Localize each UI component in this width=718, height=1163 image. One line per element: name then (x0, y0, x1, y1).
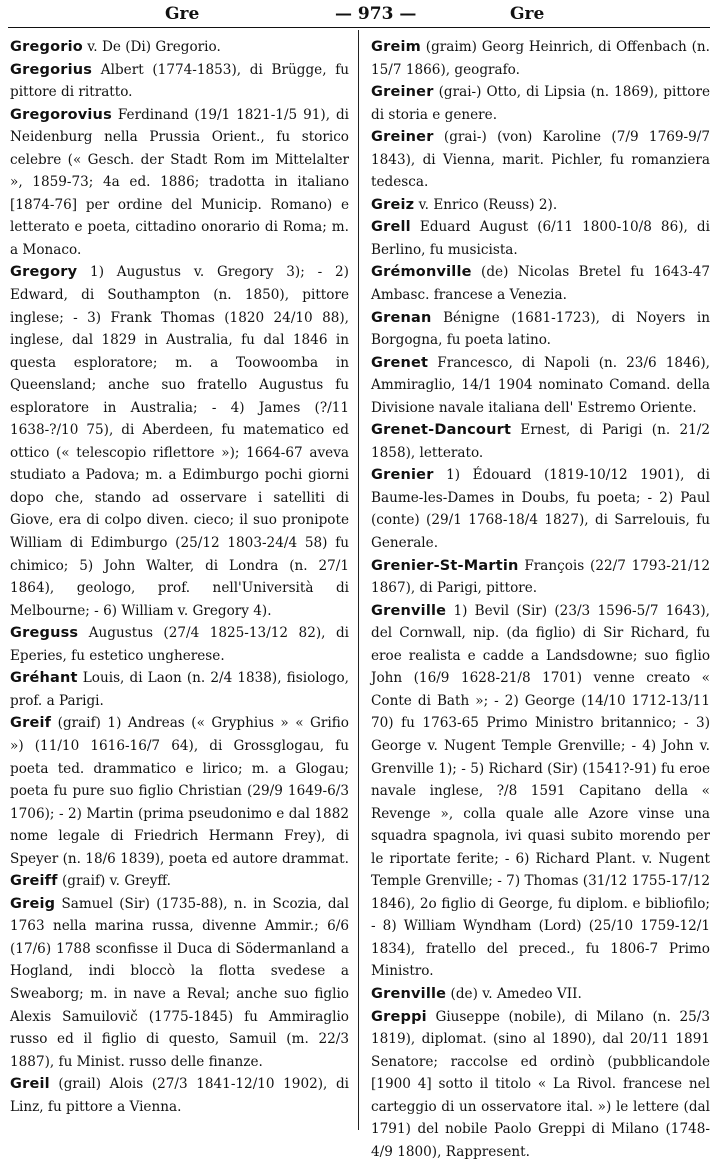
entry-text: (graif) 1) Andreas (« Gryphius » « Grifio ») (11/10 1616-16/7 64), di Grossglogau, fu poeta ted. drammatico e lirico; m. a Glogau; poeta fu pure suo figlio Christian (29/9 1649-6/3 1706); - 2) Martin (prima pseudonimo e dal 1882 nome legale di Friedrich Hermann Frey), di Speyer (n. 18/6 1839), poeta ed autore drammat. (10, 715, 349, 867)
header-left-guideword: Gre (165, 4, 200, 24)
entry (10, 712, 349, 870)
column-divider (358, 30, 359, 1130)
headword: Grenville (371, 602, 447, 619)
entry-text: (grail) Alois (27/3 1841-12/10 1902), di Linz, fu pittore a Vienna. (10, 1076, 349, 1115)
header-right-guideword: Gre (510, 4, 545, 24)
headword: Grenet (371, 354, 429, 371)
entry-text: v. Enrico (Reuss) 2). (414, 196, 558, 213)
entry-text: François (22/7 1793-21/12 1867), di Parigi, pittore. (371, 557, 710, 597)
headword: Grenier (371, 467, 434, 484)
headword: Greppi (371, 1008, 427, 1025)
entry (10, 261, 349, 622)
entry-text: Samuel (Sir) (1735-88), n. in Scozia, dal 1763 nella marina russa, divenne Ammir.; 6/6 (17/6) 1788 sconfisse il Duca di Södermanland a Hogland, indi bloccò la flotta svedese a Sweaborg; m. in nave a Reval; anche suo figlio Alexis Samuilovič (1775-1845) fu Ammiraglio russo ed il figlio di questo, Samuil (m. 22/3 1887), fu Minist. russo delle finanze. (10, 895, 349, 1070)
entry (10, 104, 349, 262)
entry (10, 870, 349, 893)
page-header (0, 0, 718, 30)
entry-text: (graim) Georg Heinrich, di Offenbach (n. 15/7 1866), geografo. (371, 39, 710, 78)
entry-text: (grai-) Otto, di Lipsia (n. 1869), pittore di storia e genere. (371, 84, 710, 123)
entry (371, 1006, 710, 1163)
entry-text: Bénigne (1681-1723), di Noyers in Borgogna, fu poeta latino. (371, 309, 710, 349)
headword: Grenier-St-Martin (371, 557, 519, 574)
entry-text: (graif) v. Greyff. (57, 873, 171, 890)
entry-text: Francesco, di Napoli (n. 23/6 1846), Ammiraglio, 14/1 1904 nominato Comand. della Divisione navale italiana dell' Estremo Oriente. (371, 354, 710, 416)
entry (10, 893, 349, 1073)
headword: Greiner (371, 129, 434, 146)
entry-text: (de) Nicolas Bretel fu 1643-47 Ambasc. francese a Venezia. (371, 264, 710, 304)
headword: Greim (371, 39, 421, 55)
entry-text: Eduard August (6/11 1800-10/8 86), di Berlino, fu musicista. (371, 219, 710, 258)
entry-text: Augustus (27/4 1825-13/12 82), di Eperies, fu estetico ungherese. (10, 625, 349, 664)
entry (10, 622, 349, 667)
entry (10, 1073, 349, 1118)
headword: Gregorovius (10, 106, 112, 123)
header-rule (8, 27, 710, 28)
entry-text: Albert (1774-1853), di Brügge, fu pittore di ritratto. (10, 61, 349, 101)
entry (371, 600, 710, 983)
entry (371, 81, 710, 126)
headword: Greiz (371, 196, 415, 213)
page-number: — 973 — (335, 4, 417, 24)
entry (371, 36, 710, 81)
entry-text: v. De (Di) Gregorio. (82, 39, 221, 55)
entry-text: Giuseppe (nobile), di Milano (n. 25/3 1819), diplomat. (sino al 1890), dal 20/11 1891 Senatore; raccolse ed ordinò (pubblicandole [1900 4] sotto il titolo « La Rivol. francese nel carteggio di un osservatore ital. ») le lettere (dal 1791) del nobile Paolo Greppi di Milano (1748-4/9 1800), Rappresent. (371, 1008, 710, 1160)
entry-text: 1) Bevil (Sir) (23/3 1596-5/7 1643), del Cornwall, nip. (da figlio) di Sir Richard, fu eroe realista e cadde a Landsdowne; suo figlio John (16/9 1628-21/8 1701) venne creato « Conte di Bath »; - 2) George (14/10 1712-13/11 70) fu 1763-65 Primo Ministro britannico; - 3) George v. Nugent Temple Grenville; - 4) John v. Grenville 1); - 5) Richard (Sir) (1541?-91) fu eroe navale inglese, ?/8 1591 Capitano della « Revenge », colla quale alle Azore vinse una squadra spagnola, ivi quasi subito morendo per le riportate ferite; - 6) Richard Plant. v. Nugent Temple Grenville; - 7) Thomas (31/12 1755-17/12 1846), 2o figlio di George, fu diplom. e bibliofilo; - 8) William Wyndham (Lord) (25/10 1759-12/1 1834), fratello del preced., fu 1806-7 Primo Ministro. (371, 602, 710, 980)
headword: Greguss (10, 625, 79, 642)
entry (371, 352, 710, 420)
entry (10, 36, 349, 59)
entry (371, 555, 710, 600)
entry-text: (grai-) (von) Karoline (7/9 1769-9/7 1843), di Vienna, marit. Pichler, fu romanziera tedesca. (371, 129, 710, 191)
headword: Greiff (10, 873, 58, 890)
headword: Gregory (10, 264, 78, 281)
entry (371, 194, 710, 217)
entry-text: Ernest, di Parigi (n. 21/2 1858), letterato. (371, 422, 710, 461)
entry-text: 1) Édouard (1819-10/12 1901), di Baume-les-Dames in Doubs, fu poeta; - 2) Paul (conte) (29/1 1768-18/4 1827), di Sarrelouis, fu Generale. (371, 467, 710, 552)
entry (371, 261, 710, 306)
headword: Grell (371, 219, 411, 236)
headword: Grenet-Dancourt (371, 422, 512, 439)
headword: Grémonville (371, 264, 472, 281)
entry (371, 464, 710, 554)
headword: Gregorio (10, 39, 83, 55)
headword: Greiner (371, 84, 434, 101)
left-column (10, 36, 349, 1126)
entry (371, 307, 710, 352)
entry (10, 667, 349, 712)
headword: Greig (10, 895, 56, 912)
entry-text: 1) Augustus v. Gregory 3); - 2) Edward, di Southampton (n. 1850), pittore inglese; - 3) Frank Thomas (1820 24/10 88), inglese, dal 1829 in Australia, fu dal 1846 in questa esploratore; m. a Toowoomba in Queensland; anche suo fratello Augustus fu esploratore in Australia; - 4) James (?/11 1638-?/10 75), di Aberdeen, fu matematico ed ottico (« telescopio riflettore »); 1664-67 aveva studiato a Padova; m. a Edimburgo pochi giorni dopo che, stando ad osservare i satelliti di Giove, era di colpo diven. cieco; il suo pronipote William di Edimburgo (25/12 1803-24/4 58) fu chimico; 5) John Walter, di Londra (n. 27/1 1864), geologo, prof. nell'Università di Melbourne; - 6) William v. Gregory 4). (10, 264, 349, 619)
entry (371, 126, 710, 194)
headword: Greif (10, 715, 52, 732)
headword: Grenan (371, 309, 432, 326)
entry-text: (de) v. Amedeo VII. (446, 985, 582, 1002)
headword: Grenville (371, 985, 447, 1002)
entry (371, 419, 710, 464)
right-column (371, 36, 710, 1160)
entry (10, 59, 349, 104)
headword: Greil (10, 1076, 50, 1093)
entry-text: Ferdinand (19/1 1821-1/5 91), di Neidenburg nella Prussia Orient., fu storico celebre (« Gesch. der Stadt Rom im Mittelalter », 1859-73; 4a ed. 1886; tradotta in italiano [1874-76] per ordine del Municip. Romano) e letterato e poeta, cittadino onorario di Roma; m. a Monaco. (10, 106, 349, 258)
headword: Gregorius (10, 61, 93, 78)
entry (371, 983, 710, 1006)
entry (371, 216, 710, 261)
entry-text: Louis, di Laon (n. 2/4 1838), fisiologo, prof. a Parigi. (10, 670, 349, 709)
headword: Gréhant (10, 670, 78, 687)
